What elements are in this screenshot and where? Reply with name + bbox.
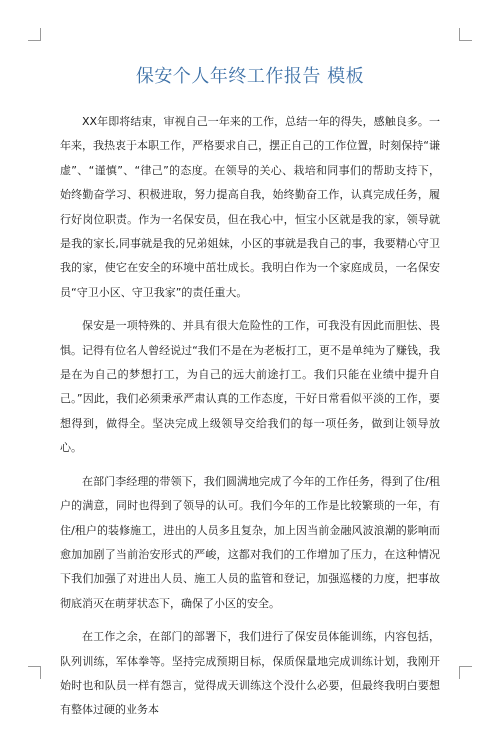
crop-mark-top-left xyxy=(28,28,41,41)
crop-mark-top-right xyxy=(459,28,472,41)
paragraph-3: 在部门李经理的带领下，我们圆满地完成了今年的工作任务，得到了住/租户的满意，同时也得到了领导的认可。我们今年的工作是比较繁琐的一年，有住/租户的装修施工，进出的人员多且复杂，加上因当前金融风波浪潮的影响而愈加加剧了当前治安形式的严峻，这都对我们的工作增加了压力，在这种情况下我们加强了对进出人员、施工人员的监管和登记，加强巡楼的力度，把事故彻底消灭在萌芽状态下，确保了小区的安全。 xyxy=(60,474,440,610)
document-title: 保安个人年终工作报告 模板 xyxy=(135,66,365,87)
paragraph-2: 保安是一项特殊的、并具有很大危险性的工作，可我没有因此而胆怯、畏惧。记得有位名人曾经说过“我们不是在为老板打工，更不是单纯为了赚钱，我是在为自己的梦想打工，为自己的远大前途打工。我们只能在业绩中提升自己。”因此，我们必须秉承严肃认真的工作态度，干好日常看似平淡的工作，要想得到，做得全。坚决完成上级领导交给我们的每一项任务，做到让领导放心。 xyxy=(60,319,440,455)
paragraph-1: XX年即将结束，审视自己一年来的工作，总结一年的得失，感触良多。一年来，我热衷于本职工作，严格要求自己，摆正自己的工作位置，时刻保持“谦虚”、“谨慎”、“律己”的态度。在领导的关心、栽培和同事们的帮助支持下，始终勤奋学习、积极进取，努力提高自我，始终勤奋工作，认真完成任务，履行好岗位职责。作为一名保安员，但在我心中，恒宝小区就是我的家，领导就是我的家长,同事就是我的兄弟姐妹，小区的事就是我自己的事，我要精心守卫我的家，使它在安全的环境中茁壮成长。我明白作为一个家庭成员，一名保安员“守卫小区、守卫我家”的责任重大。 xyxy=(60,115,440,299)
crop-mark-bottom-right xyxy=(459,666,472,679)
crop-mark-bottom-left xyxy=(28,666,41,679)
paragraph-4: 在工作之余，在部门的部署下，我们进行了保安员体能训练，内容包括，队列训练，军体拳等。坚持完成预期目标，保质保量地完成训练计划，我刚开始时也和队员一样有怨言，觉得成天训练这个没什么必要，但最终我明白要想有整体过硬的业务本 xyxy=(60,630,440,717)
document-body xyxy=(60,62,440,732)
